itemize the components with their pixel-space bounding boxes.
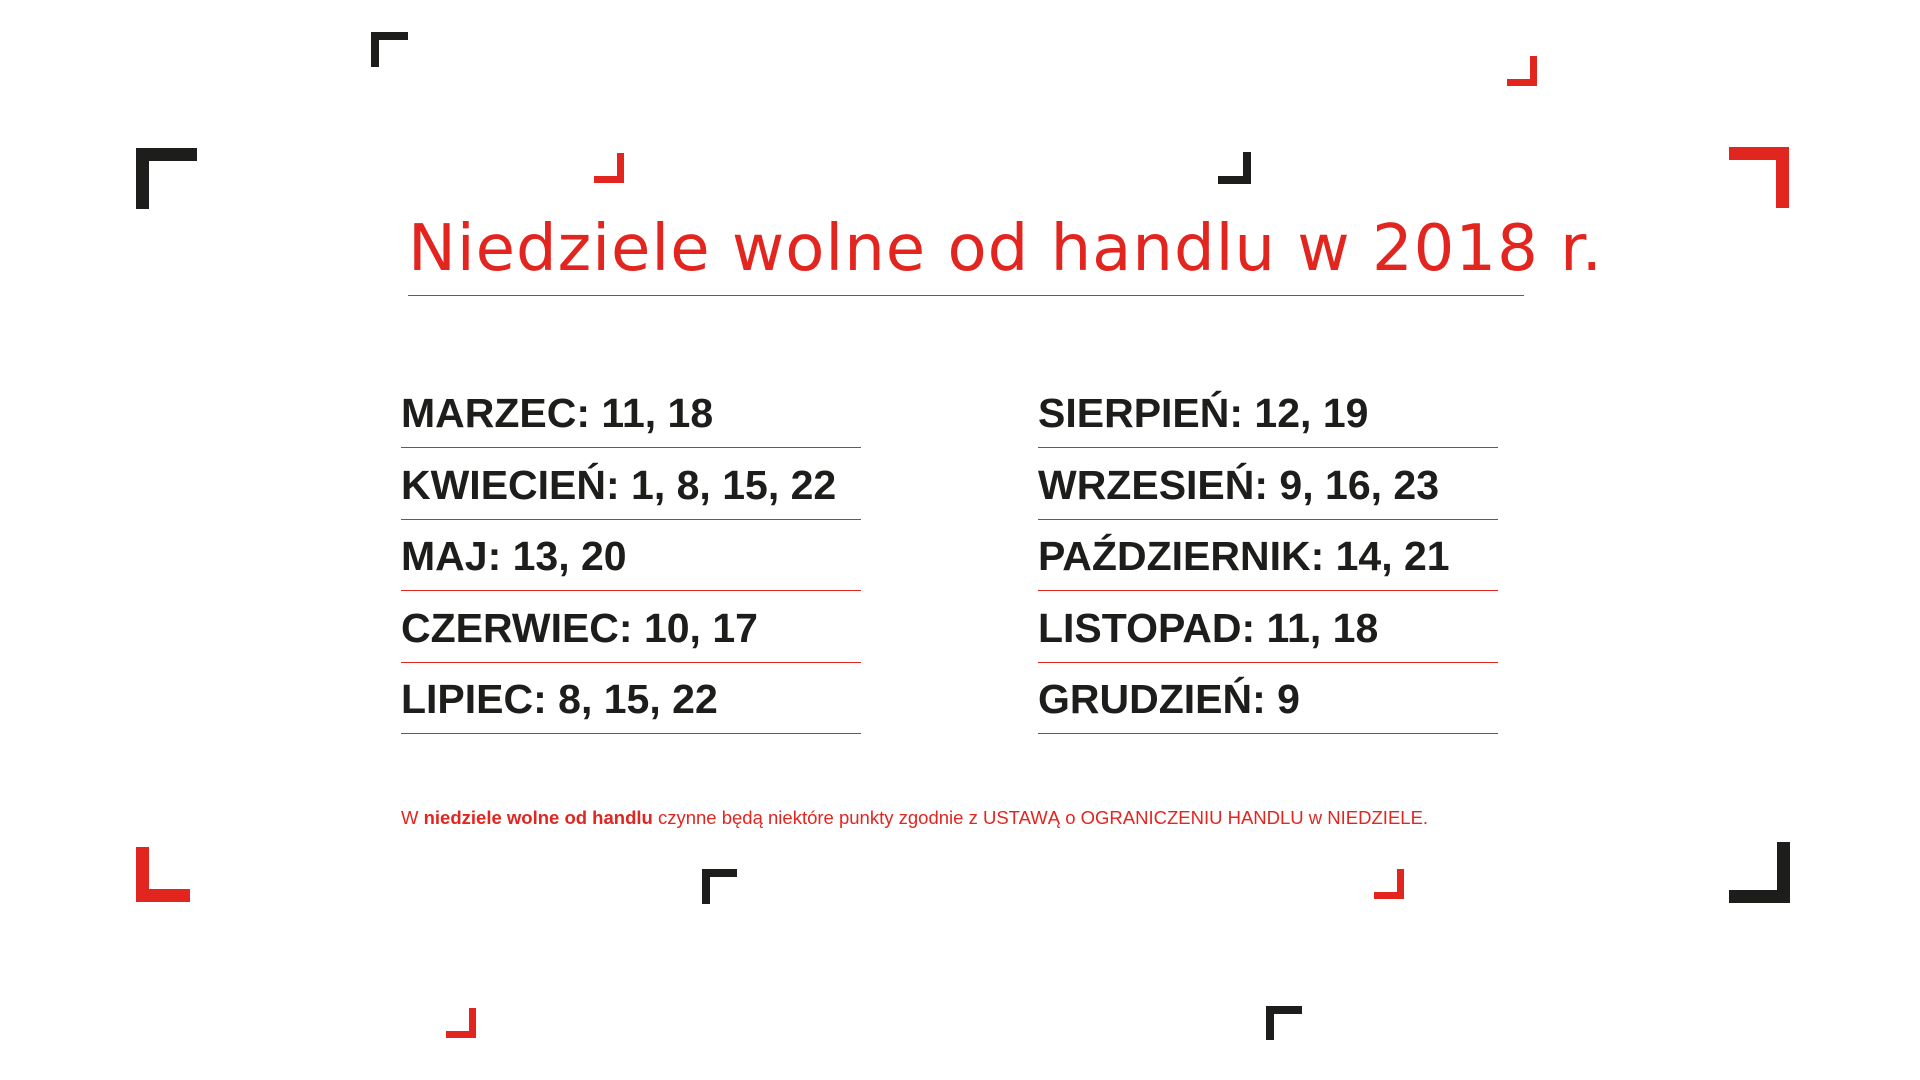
months-list-left	[401, 378, 861, 736]
corner-bracket-red-top-right-large	[1729, 147, 1789, 208]
corner-bracket-black-bottom-right-large	[1729, 842, 1790, 903]
month-row-may: MAJ: 13, 20	[401, 521, 861, 591]
footnote	[401, 806, 1541, 830]
corner-bracket-top-left-small	[371, 32, 408, 67]
footnote-middle: czynne będą niektóre punkty zgodnie z	[652, 807, 983, 828]
month-row-october: PAŹDZIERNIK: 14, 21	[1038, 521, 1498, 591]
corner-bracket-red-bottom-right-mid	[594, 153, 624, 183]
footnote-law-reference: USTAWĄ o OGRANICZENIU HANDLU w NIEDZIELE.	[982, 807, 1429, 828]
corner-bracket-red-bottom-right-low	[1374, 869, 1404, 899]
month-row-december: GRUDZIEŃ: 9	[1038, 664, 1498, 734]
corner-bracket-black-bottom-right-mid	[1218, 152, 1251, 184]
corner-bracket-black-top-left-mid	[702, 869, 737, 904]
footnote-bold: niedziele wolne od handlu	[423, 807, 653, 828]
footnote-prefix: W	[401, 807, 424, 828]
corner-bracket-top-left-large	[136, 148, 197, 209]
page-title: Niedziele wolne od handlu w 2018 r.	[408, 212, 1603, 286]
month-row-july: LIPIEC: 8, 15, 22	[401, 664, 861, 734]
month-row-august: SIERPIEŃ: 12, 19	[1038, 378, 1498, 448]
month-row-june: CZERWIEC: 10, 17	[401, 593, 861, 663]
months-list-right	[1038, 378, 1498, 736]
month-row-march: MARZEC: 11, 18	[401, 378, 861, 448]
month-row-november: LISTOPAD: 11, 18	[1038, 593, 1498, 663]
month-row-september: WRZESIEŃ: 9, 16, 23	[1038, 450, 1498, 520]
title-underline	[408, 295, 1524, 296]
corner-bracket-black-top-left-lowest	[1266, 1006, 1302, 1040]
corner-bracket-red-bottom-right-lowest	[446, 1008, 476, 1038]
corner-bracket-red-bottom-right-small	[1507, 56, 1537, 86]
corner-bracket-red-bottom-left-large	[136, 847, 190, 902]
month-row-april: KWIECIEŃ: 1, 8, 15, 22	[401, 450, 861, 520]
